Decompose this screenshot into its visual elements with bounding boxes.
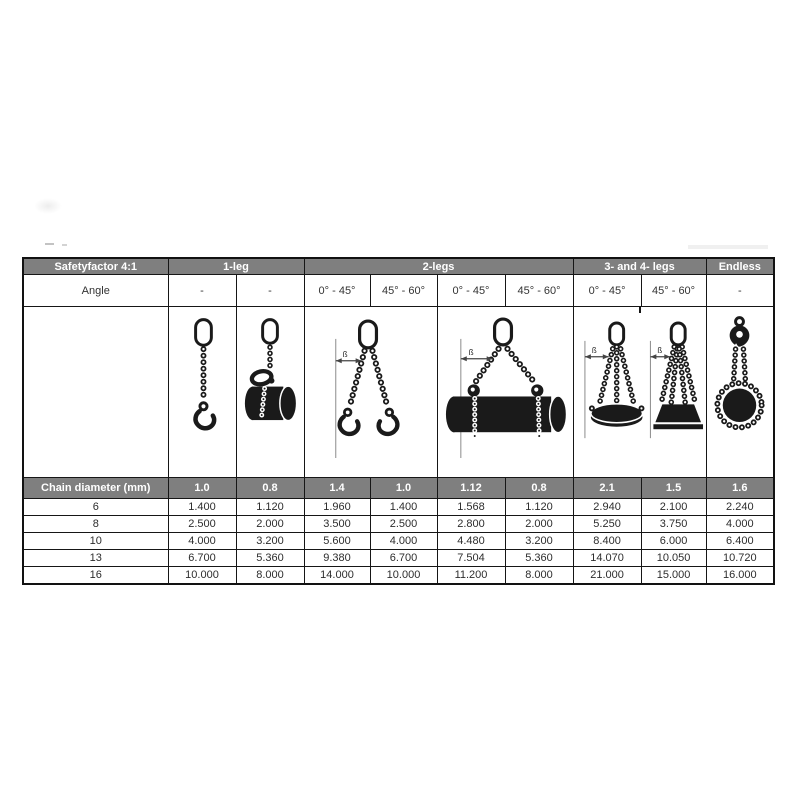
angle-symbol: ß (468, 347, 474, 357)
angle-value: 45° - 60° (505, 275, 573, 307)
header-1-leg: 1-leg (168, 258, 304, 275)
load-value: 6.000 (641, 533, 706, 550)
factor-value: 0.8 (505, 478, 573, 499)
three-and-four-leg-icons (575, 309, 705, 476)
load-value: 9.380 (304, 550, 370, 567)
factor-value: 1.4 (304, 478, 370, 499)
angle-label: Angle (23, 275, 168, 307)
illustration-cell (437, 307, 573, 478)
partial-border-artifact (639, 307, 641, 313)
two-leg-choker-cylinder-icon (439, 309, 572, 476)
scan-streak-artifact (688, 245, 768, 249)
load-value: 2.800 (437, 516, 505, 533)
load-value: 1.120 (236, 499, 304, 516)
load-value: 5.360 (236, 550, 304, 567)
angle-symbol: ß (656, 345, 662, 355)
factor-value: 1.6 (706, 478, 774, 499)
header-3-4-legs: 3- and 4- legs (573, 258, 706, 275)
illustration-cell (236, 307, 304, 478)
load-value: 7.504 (437, 550, 505, 567)
angle-value: 45° - 60° (641, 275, 706, 307)
load-value: 6.700 (168, 550, 236, 567)
endless-chain-icon (707, 309, 772, 476)
load-value: 2.500 (370, 516, 437, 533)
load-value: 4.000 (370, 533, 437, 550)
factor-value: 1.0 (168, 478, 236, 499)
grab-hook-icon (467, 384, 479, 396)
load-value: 1.400 (370, 499, 437, 516)
diameter-label: Chain diameter (mm) (23, 478, 168, 499)
load-value: 11.200 (437, 567, 505, 585)
load-value: 1.568 (437, 499, 505, 516)
header-endless: Endless (706, 258, 774, 275)
load-value: 3.200 (505, 533, 573, 550)
load-value: 2.500 (168, 516, 236, 533)
load-value: 8.400 (573, 533, 641, 550)
angle-value: 0° - 45° (304, 275, 370, 307)
load-value: 10.720 (706, 550, 774, 567)
load-value: 10.000 (370, 567, 437, 585)
load-value: 6.700 (370, 550, 437, 567)
factor-value: 1.12 (437, 478, 505, 499)
table-row (23, 567, 774, 585)
angle-value: - (236, 275, 304, 307)
header-2-legs: 2-legs (304, 258, 573, 275)
load-value: 4.480 (437, 533, 505, 550)
load-value: 21.000 (573, 567, 641, 585)
four-leg-sling-plate-icon (650, 323, 703, 438)
drum-load-icon (244, 386, 296, 420)
three-leg-sling-disc-icon (584, 323, 644, 438)
load-capacity-table (22, 257, 775, 585)
load-value: 14.000 (304, 567, 370, 585)
table-row (23, 550, 774, 567)
row-diameter: 16 (23, 567, 168, 585)
choker-hook-icon (250, 369, 274, 386)
angle-value: 0° - 45° (573, 275, 641, 307)
load-value: 4.000 (706, 516, 774, 533)
load-value: 5.600 (304, 533, 370, 550)
load-value: 8.000 (505, 567, 573, 585)
hook-icon (378, 409, 397, 434)
load-value: 2.000 (236, 516, 304, 533)
header-row (23, 258, 774, 275)
plate-load (655, 404, 701, 422)
master-link-icon (262, 319, 277, 343)
master-link-icon (494, 319, 511, 345)
load-value: 2.940 (573, 499, 641, 516)
illustration-cell (304, 307, 437, 478)
angle-dimension-arrow (460, 347, 492, 360)
table-row (23, 499, 774, 516)
scan-dash-artifact (62, 244, 67, 246)
load-value: 14.070 (573, 550, 641, 567)
angle-row (23, 275, 774, 307)
round-load (723, 388, 756, 421)
two-leg-sling-icon (306, 309, 436, 476)
load-value: 2.000 (505, 516, 573, 533)
table-row (23, 516, 774, 533)
row-diameter: 10 (23, 533, 168, 550)
single-leg-choker-drum-icon (238, 309, 303, 476)
factor-value: 2.1 (573, 478, 641, 499)
angle-value: - (706, 275, 774, 307)
angle-dimension-arrow (584, 345, 608, 358)
row-diameter: 8 (23, 516, 168, 533)
load-value: 1.400 (168, 499, 236, 516)
load-value: 3.200 (236, 533, 304, 550)
factor-value: 1.0 (370, 478, 437, 499)
empty-cell (23, 307, 168, 478)
load-value: 8.000 (236, 567, 304, 585)
hook-icon (195, 402, 214, 428)
angle-dimension-arrow (650, 345, 670, 358)
grab-hook-icon (531, 384, 543, 396)
load-value: 2.240 (706, 499, 774, 516)
load-value: 5.250 (573, 516, 641, 533)
illustrations-row (23, 307, 774, 478)
cylinder-load-icon (445, 395, 566, 432)
master-link-icon (671, 323, 685, 345)
angle-value: 0° - 45° (437, 275, 505, 307)
load-value: 2.100 (641, 499, 706, 516)
row-diameter: 13 (23, 550, 168, 567)
header-safetyfactor: Safetyfactor 4:1 (23, 258, 168, 275)
angle-dimension-arrow (335, 349, 361, 362)
load-value: 4.000 (168, 533, 236, 550)
table-row (23, 533, 774, 550)
master-link-icon (359, 321, 376, 348)
master-link-icon (609, 323, 623, 345)
load-value: 1.120 (505, 499, 573, 516)
load-value: 6.400 (706, 533, 774, 550)
row-diameter: 6 (23, 499, 168, 516)
angle-value: - (168, 275, 236, 307)
scan-dash-artifact (45, 243, 54, 245)
angle-symbol: ß (591, 345, 597, 355)
illustration-cell (706, 307, 774, 478)
factor-value: 0.8 (236, 478, 304, 499)
hook-icon (339, 409, 358, 434)
hook-icon (730, 317, 750, 348)
load-value: 3.750 (641, 516, 706, 533)
load-value: 3.500 (304, 516, 370, 533)
angle-symbol: ß (342, 349, 348, 359)
load-value: 10.000 (168, 567, 236, 585)
load-value: 16.000 (706, 567, 774, 585)
angle-value: 45° - 60° (370, 275, 437, 307)
load-value: 10.050 (641, 550, 706, 567)
diameter-row (23, 478, 774, 499)
single-leg-sling-with-hook-icon (170, 309, 235, 476)
illustration-cell (573, 307, 706, 478)
load-value: 1.960 (304, 499, 370, 516)
load-value: 15.000 (641, 567, 706, 585)
illustration-cell (168, 307, 236, 478)
factor-value: 1.5 (641, 478, 706, 499)
master-link-icon (195, 319, 211, 345)
load-value: 5.360 (505, 550, 573, 567)
scan-smudge-artifact (34, 198, 62, 214)
